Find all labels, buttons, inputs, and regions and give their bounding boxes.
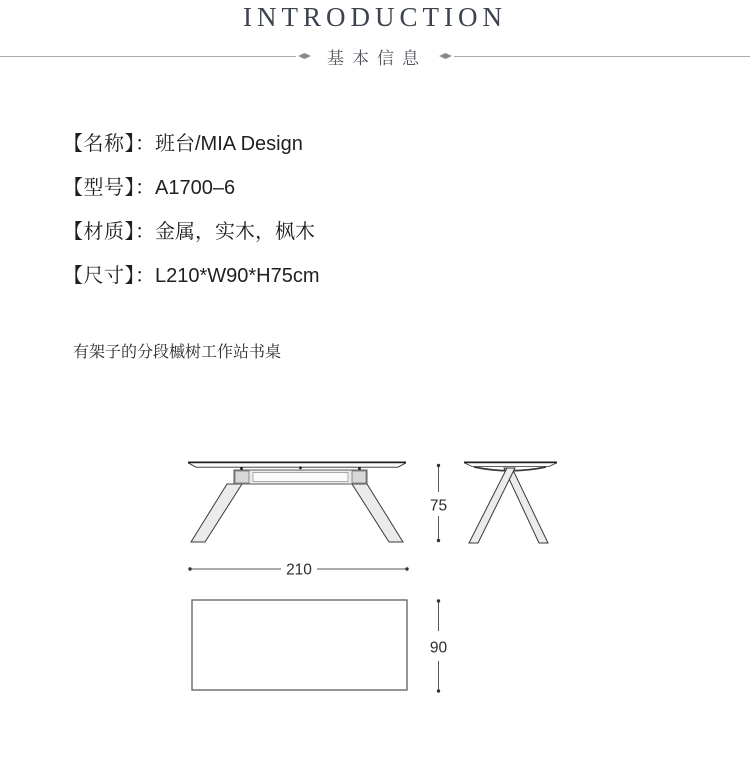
front-beam-block-right <box>352 471 366 483</box>
spec-row-material <box>63 218 320 246</box>
spec-colon: ： <box>135 221 155 243</box>
front-right-leg <box>352 484 403 542</box>
spec-value: 金属，实木，枫木 <box>155 221 315 243</box>
height-dimension <box>430 464 447 542</box>
spec-value: L210*W90*H75cm <box>155 265 320 287</box>
spec-colon: ： <box>135 177 155 199</box>
side-view <box>464 462 557 543</box>
front-beam-screw-center <box>299 466 302 469</box>
spec-list <box>63 130 320 306</box>
front-left-leg <box>191 484 242 542</box>
top-view-outline <box>192 600 407 690</box>
front-beam-screw-right <box>358 467 361 470</box>
spec-label: 【尺寸】 <box>63 265 135 287</box>
section-subtitle: 基本信息 <box>327 48 427 68</box>
side-right-leg <box>504 468 548 543</box>
length-dimension-value: 210 <box>286 561 312 579</box>
front-tabletop <box>188 463 406 467</box>
divider-line-right <box>454 56 750 57</box>
front-beam-screw-left <box>240 467 243 470</box>
spec-row-size <box>63 262 320 290</box>
front-beam-panel <box>253 473 348 482</box>
spec-row-model <box>63 174 320 202</box>
top-view <box>192 600 407 690</box>
spec-colon: ： <box>135 265 155 287</box>
spec-value: 班台/MIA Design <box>155 133 303 155</box>
height-dimension-value: 75 <box>429 497 448 515</box>
front-beam-block-left <box>235 471 249 483</box>
width-dimension-value: 90 <box>429 639 448 657</box>
subtitle-divider <box>0 46 750 66</box>
length-dimension <box>188 562 408 579</box>
side-left-leg <box>469 468 515 543</box>
width-dimension <box>430 599 448 692</box>
spec-row-name <box>63 130 320 158</box>
spec-colon: ： <box>135 133 155 155</box>
divider-line-left <box>0 56 296 57</box>
spec-value: A1700–6 <box>155 177 236 199</box>
side-tabletop <box>464 463 557 467</box>
diamond-arrow-left-icon <box>439 53 452 59</box>
spec-label: 【材质】 <box>63 221 135 243</box>
page-title: INTRODUCTION <box>243 2 507 32</box>
technical-drawing <box>0 430 750 720</box>
diamond-arrow-right-icon <box>298 53 311 59</box>
spec-label: 【型号】 <box>63 177 135 199</box>
front-view <box>188 462 406 542</box>
product-description: 有架子的分段槭树工作站书桌 <box>73 344 282 361</box>
spec-label: 【名称】 <box>63 133 135 155</box>
